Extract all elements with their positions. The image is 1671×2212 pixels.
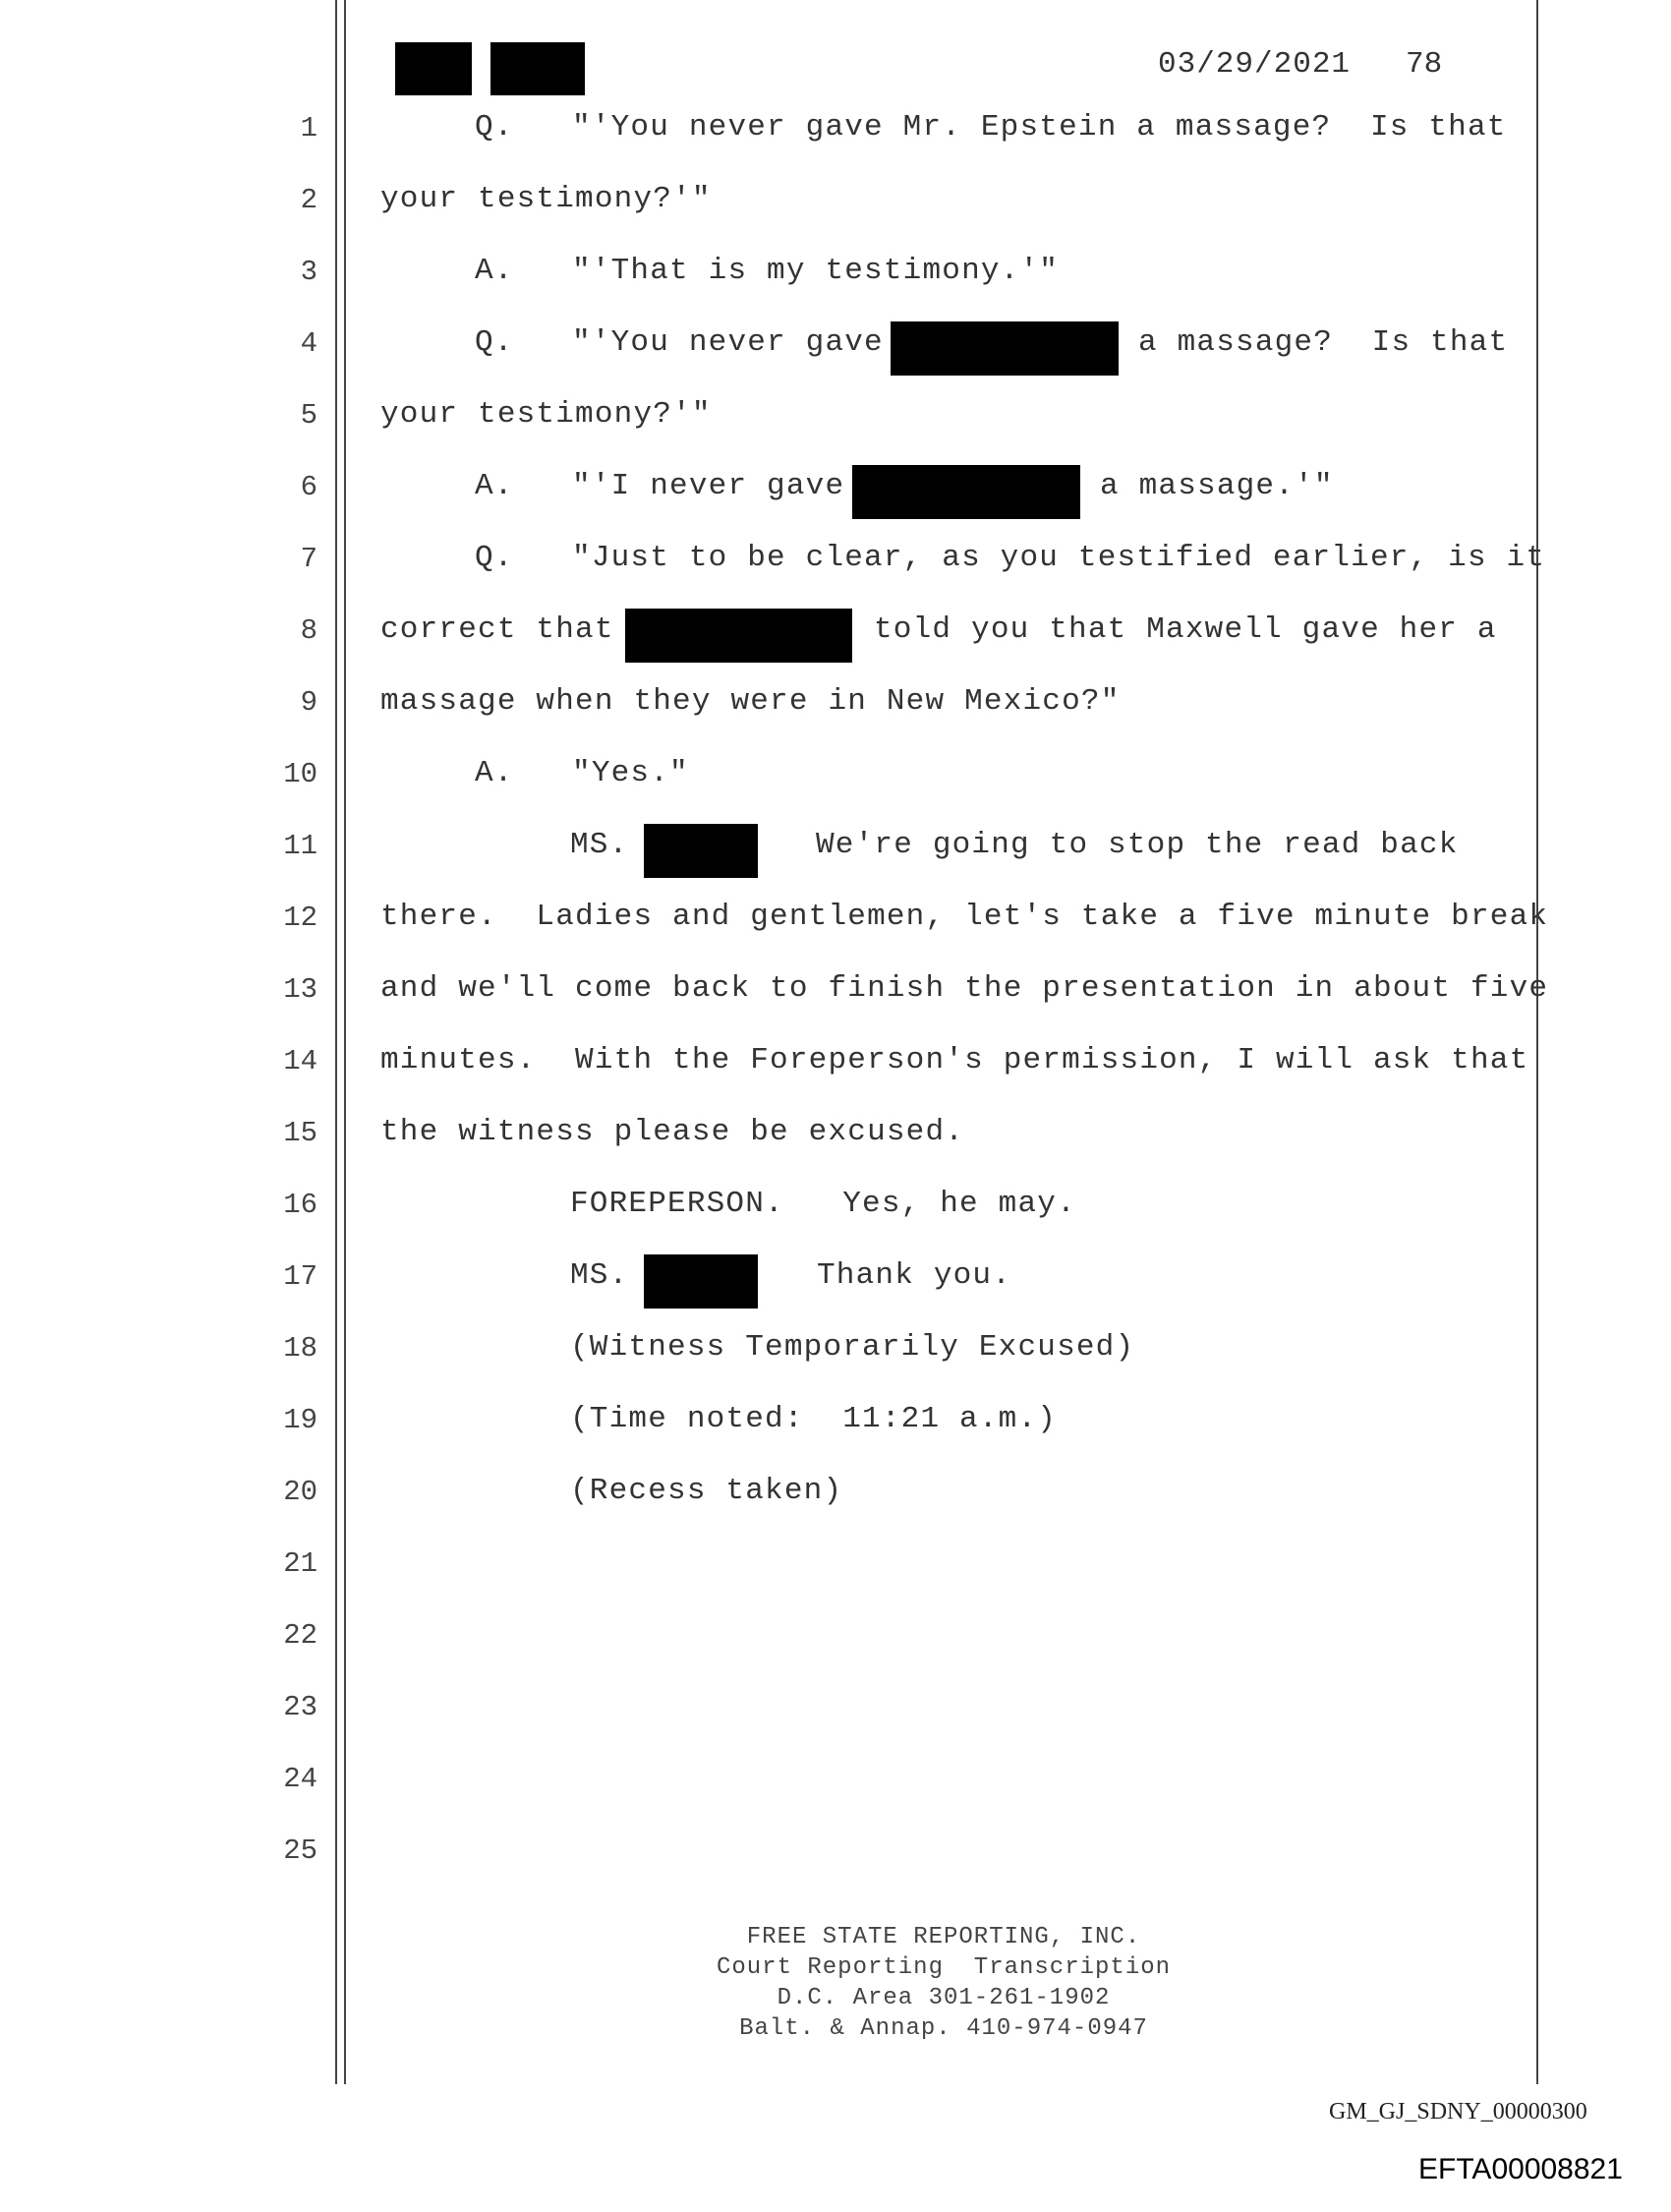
transcript-line — [0, 1103, 1671, 1175]
bates-number: GM_GJ_SDNY_00000300 — [1329, 2099, 1587, 2125]
line-text: minutes. With the Foreperson's permission, I will ask that — [380, 1043, 1529, 1077]
line-text: FOREPERSON. Yes, he may. — [570, 1187, 1076, 1221]
transcript-line — [0, 242, 1671, 314]
line-text: Q. "'You never gave — [475, 325, 884, 360]
line-number: 1 — [300, 112, 317, 145]
line-number: 20 — [283, 1476, 317, 1508]
line-number: 16 — [283, 1189, 317, 1221]
line-text: correct that — [380, 612, 614, 647]
header-date: 03/29/2021 — [1158, 47, 1352, 82]
efta-number: EFTA00008821 — [1418, 2153, 1623, 2185]
line-number: 8 — [300, 614, 317, 647]
line-number: 22 — [283, 1619, 317, 1652]
line-number: 5 — [300, 399, 317, 432]
line-number: 9 — [300, 686, 317, 719]
footer-dc-phone: D.C. Area 301-261-1902 — [777, 1985, 1111, 2011]
line-text: and we'll come back to finish the presentation in about five — [380, 971, 1549, 1006]
line-number: 21 — [283, 1547, 317, 1580]
transcript-line — [0, 1821, 1671, 1892]
line-number: 3 — [300, 256, 317, 288]
footer-services: Court Reporting Transcription — [716, 1954, 1172, 1981]
transcript-line — [0, 672, 1671, 744]
line-text: Q. "'You never gave Mr. Epstein a massage? Is that — [475, 110, 1507, 145]
header-page-number: 78 — [1406, 47, 1443, 82]
transcript-line — [0, 1605, 1671, 1677]
transcript-line — [0, 816, 1671, 888]
line-number: 14 — [283, 1045, 317, 1077]
transcript-line — [0, 1318, 1671, 1390]
transcript-line — [0, 457, 1671, 529]
transcript-line — [0, 1534, 1671, 1605]
transcript-line — [0, 960, 1671, 1031]
line-number: 11 — [283, 830, 317, 862]
line-text-continued: Thank you. — [817, 1258, 1012, 1293]
line-text-continued: a massage.'" — [1100, 469, 1334, 503]
line-text: Q. "Just to be clear, as you testified earlier, is it — [475, 541, 1546, 575]
transcript-line — [0, 744, 1671, 816]
header-redaction-1 — [395, 42, 472, 95]
line-text: the witness please be excused. — [380, 1115, 965, 1149]
line-text: A. "Yes." — [475, 756, 689, 790]
line-text-continued: We're going to stop the read back — [816, 828, 1459, 862]
transcript-line — [0, 98, 1671, 170]
line-text: (Witness Temporarily Excused) — [570, 1330, 1135, 1365]
footer-balt-phone: Balt. & Annap. 410-974-0947 — [739, 2015, 1148, 2042]
line-number: 12 — [283, 902, 317, 934]
line-number: 4 — [300, 327, 317, 360]
line-number: 17 — [283, 1260, 317, 1293]
line-number: 18 — [283, 1332, 317, 1365]
line-text: A. "'That is my testimony.'" — [475, 254, 1060, 288]
transcript-line — [0, 1031, 1671, 1103]
redaction-box — [625, 609, 852, 663]
line-number: 23 — [283, 1691, 317, 1723]
transcript-line — [0, 385, 1671, 457]
transcript-line — [0, 601, 1671, 672]
line-number: 2 — [300, 184, 317, 216]
line-number: 15 — [283, 1117, 317, 1149]
line-text-continued: told you that Maxwell gave her a — [874, 612, 1497, 647]
redaction-box — [644, 824, 758, 878]
line-text: your testimony?'" — [380, 397, 712, 432]
transcript-line — [0, 888, 1671, 960]
header-redaction-2 — [490, 42, 585, 95]
redaction-box — [644, 1254, 758, 1309]
speaker-label: MS. — [570, 828, 629, 862]
redaction-box — [891, 321, 1119, 376]
transcript-line — [0, 1462, 1671, 1534]
transcript-line — [0, 1390, 1671, 1462]
redaction-box — [852, 465, 1080, 519]
transcript-line — [0, 1247, 1671, 1318]
line-text: (Recess taken) — [570, 1474, 843, 1508]
line-text: massage when they were in New Mexico?" — [380, 684, 1121, 719]
line-number: 7 — [300, 543, 317, 575]
transcript-line — [0, 1175, 1671, 1247]
line-number: 19 — [283, 1404, 317, 1436]
line-text-continued: a massage? Is that — [1138, 325, 1509, 360]
line-number: 6 — [300, 471, 317, 503]
speaker-label: MS. — [570, 1258, 629, 1293]
transcript-line — [0, 1749, 1671, 1821]
transcript-line — [0, 314, 1671, 385]
transcript-line — [0, 170, 1671, 242]
footer-company: FREE STATE REPORTING, INC. — [746, 1924, 1141, 1950]
line-number: 13 — [283, 973, 317, 1006]
line-text: your testimony?'" — [380, 182, 712, 216]
line-number: 25 — [283, 1834, 317, 1867]
transcript-line — [0, 1677, 1671, 1749]
line-text: (Time noted: 11:21 a.m.) — [570, 1402, 1058, 1436]
reporter-footer — [590, 1922, 1297, 2044]
line-text: A. "'I never gave — [475, 469, 845, 503]
line-number: 24 — [283, 1763, 317, 1795]
transcript-line — [0, 529, 1671, 601]
line-number: 10 — [283, 758, 317, 790]
line-text: there. Ladies and gentlemen, let's take a five minute break — [380, 900, 1549, 934]
